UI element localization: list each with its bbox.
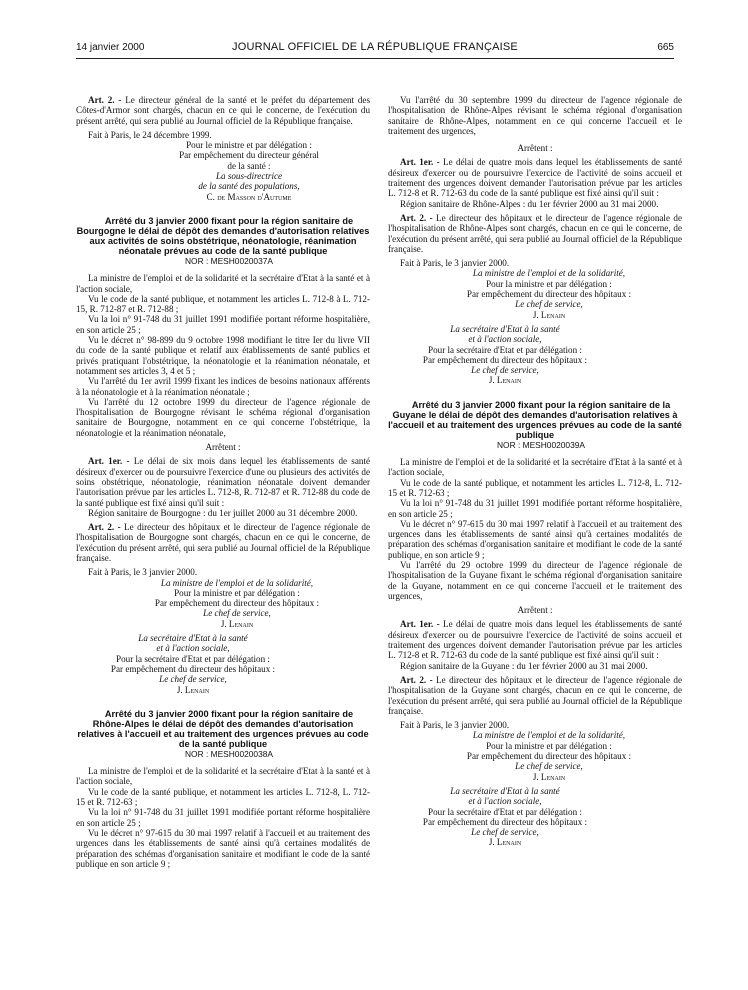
- arretent-heading: Arrêtent :: [205, 442, 241, 453]
- arrete-title: Arrêté du 3 janvier 2000 fixant pour la région sanitaire de Rhône-Alpes le délai de dépôt des demandes d'autorisation relatives à l'accueil et au traitement des urgences prévues au code de la santé publique: [77, 708, 369, 749]
- article-paragraph: Art. 2. - Le directeur général de la santé et le préfet du département des Côtes-d'Armor sont chargés, chacun en ce qui le concerne, de l'exécution du présent arrêté, qui sera publié au Journal officiel de la République française.: [76, 95, 371, 126]
- fait-line: Fait à Paris, le 24 décembre 1999.: [88, 129, 212, 140]
- left-column: [76, 95, 370, 869]
- fait-line: Fait à Paris, le 3 janvier 2000.: [400, 720, 510, 731]
- body-paragraph: Vu l'arrêté du 30 septembre 1999 du directeur de l'agence régionale de l'hospitalisation de Rhône-Alpes révisant le schéma régional d'organisation sanitaire de Rhône-Alpes, notamment en ce qui concerne l'accueil et le traitement des urgences,: [388, 95, 682, 136]
- body-paragraph: La ministre de l'emploi et de la solidarité et la secrétaire d'Etat à la santé et à l'action sociale,: [76, 273, 370, 294]
- body-paragraph: Vu le code de la santé publique, et notamment les articles L. 712-8, L. 712-15 et R. 712-63 ;: [76, 786, 370, 808]
- arretent-heading: Arrêtent :: [517, 143, 553, 154]
- article-paragraph: Art. 1er. - Le délai de quatre mois dans lequel les établissements de santé désireux d'exercer ou de poursuivre l'exercice de l'activité de soins accueil et traitement des urgences doivent demander l'autorisation prévue par les articles L. 712-8 et R. 712-63 du code de la santé publique est fixé ainsi qu'il suit :: [388, 619, 682, 661]
- article-paragraph: Art. 1er. - Le délai de quatre mois dans lequel les établissements de santé désireux d'exercer ou de poursuivre l'exercice de l'activité de soins accueil et traitement des urgences doivent demander l'autorisation prévue par les articles L. 712-8 et R. 712-63 du code de la santé publique est fixé ainsi qu'il suit :: [388, 157, 682, 199]
- fait-line: Fait à Paris, le 3 janvier 2000.: [88, 567, 198, 578]
- region-line: Région sanitaire de Rhône-Alpes : du 1er février 2000 au 31 mai 2000.: [400, 198, 659, 209]
- page-header: [76, 40, 674, 56]
- signature-block: La ministre de l'emploi et de la solidarité, Pour la ministre et par délégation : Par empêchement du directeur des hôpitaux : Le chef de service, J. Lenain: [466, 730, 632, 782]
- body-paragraph: Vu la loi n° 91-748 du 31 juillet 1991 modifiée portant réforme hospitalière, en son article 25 ;: [388, 498, 682, 519]
- signature-block: La secrétaire d'Etat à la santé et à l'action sociale, Pour la secrétaire d'Etat et par délégation : Par empêchement du directeur des hôpitaux : Le chef de service, J. Lenain: [422, 323, 588, 386]
- arrete-title: Arrêté du 3 janvier 2000 fixant pour la région sanitaire de la Guyane le délai de dépôt des demandes d'autorisation relatives à l'accueil et au traitement des urgences prévues au code de la santé publique: [388, 399, 682, 440]
- body-paragraph: Vu l'arrêté du 1er avril 1999 fixant les indices de besoins nationaux afférents à la néonatologie et à la réanimation néonatale ;: [76, 376, 370, 397]
- region-line: Région sanitaire de la Guyane : du 1er février 2000 au 31 mai 2000.: [400, 660, 648, 671]
- body-paragraph: Vu la loi n° 91-748 du 31 juillet 1991 modifiée portant réforme hospitalière en son article 25 ;: [76, 807, 370, 828]
- region-line: Région sanitaire de Bourgogne : du 1er juillet 2000 au 31 décembre 2000.: [88, 507, 358, 518]
- body-paragraph: Vu le décret n° 97-615 du 30 mai 1997 relatif à l'accueil et au traitement des urgences dans les établissements de santé ainsi qu'à certaines modalités de préparation des schémas d'organisation sanitaire et modifiant le code de la santé publique, en son article 9 ;: [388, 518, 682, 560]
- signature-block: La secrétaire d'Etat à la santé et à l'action sociale, Pour la secrétaire d'Etat et par délégation : Par empêchement du directeur des hôpitaux : Le chef de service, J. Lenain: [110, 633, 276, 695]
- signature-block: La ministre de l'emploi et de la solidarité, Pour la ministre et par délégation : Par empêchement du directeur des hôpitaux : Le chef de service, J. Lenain: [154, 577, 320, 629]
- article-paragraph: Art. 1er. - Le délai de six mois dans lequel les établissements de santé désireux d'exercer ou de poursuivre l'exercice d'une ou plusieurs des activités de soins obstétrique, néonatologie, réanimation néonatale doivent demander l'autorisation prévue par les articles L. 712-8, R. 712-87 et R. 712-88 du code de la santé publique est fixé ainsi qu'il suit :: [76, 456, 370, 508]
- header-rule: [76, 58, 674, 59]
- body-paragraph: La ministre de l'emploi et de la solidarité et la secrétaire d'Etat à la santé et à l'action sociale,: [76, 766, 370, 787]
- body-paragraph: La ministre de l'emploi et de la solidarité et la secrétaire d'Etat à la santé et à l'action sociale,: [388, 457, 682, 478]
- signature-block: Pour le ministre et par délégation : Par empêchement du directeur général de la santé : La sous-directrice de la santé des populations, C. de Masson d'Autume: [179, 140, 319, 202]
- article-paragraph: Art. 2. - Le directeur des hôpitaux et le directeur de l'agence régionale de l'hospitalisation de Bourgogne sont chargés, chacun en ce qui le concerne, de l'exécution du présent arrêté, qui sera publié au Journal officiel de la République française.: [76, 522, 370, 563]
- fait-line: Fait à Paris, le 3 janvier 2000.: [400, 258, 510, 269]
- right-column: [388, 95, 682, 848]
- signature-block: La secrétaire d'Etat à la santé et à l'action sociale, Pour la secrétaire d'Etat et par délégation : Par empêchement du directeur des hôpitaux : Le chef de service, J. Lenain: [422, 785, 588, 848]
- body-paragraph: Vu le code de la santé publique, et notamment les articles L. 712-8, L. 712-15 et R. 712-63 ;: [388, 477, 682, 498]
- article-paragraph: Art. 2. - Le directeur des hôpitaux et le directeur de l'agence régionale de l'hospitalisation de Rhône-Alpes sont chargés, chacun en ce qui le concerne, de l'exécution du présent arrêté, qui sera publié au Journal officiel de la République française.: [388, 212, 682, 254]
- body-paragraph: Vu le décret n° 97-615 du 30 mai 1997 relatif à l'accueil et au traitement des urgences dans les établissements de santé ainsi qu'à certaines modalités de préparation des schémas d'organisation sanitaire et modifiant le code de la santé publique en son article 9 ;: [76, 827, 370, 869]
- arretent-heading: Arrêtent :: [517, 605, 553, 616]
- nor-reference: NOR : MESH0020038A: [185, 748, 273, 759]
- header-date: 14 janvier 2000: [76, 42, 145, 53]
- body-paragraph: Vu le code de la santé publique, et notamment les articles L. 712-8 à L. 712-15, R. 712-87 et R. 712-88 ;: [76, 293, 370, 315]
- signature-block: La ministre de l'emploi et de la solidarité, Pour la ministre et par délégation : Par empêchement du directeur des hôpitaux : Le chef de service, J. Lenain: [466, 268, 632, 320]
- header-page-number: 665: [657, 42, 674, 53]
- article-paragraph: Art. 2. - Le directeur des hôpitaux et le directeur de l'agence régionale de l'hospitalisation de la Guyane sont chargés, chacun en ce qui le concerne, de l'exécution du présent arrêté, qui sera publié au Journal officiel de la République française.: [388, 674, 682, 716]
- body-paragraph: Vu l'arrêté du 29 octobre 1999 du directeur de l'agence régionale de l'hospitalisation de la Guyane fixant le schéma régional d'organisation sanitaire de la Guyane, notamment en ce qui concerne l'accueil et le traitement des urgences,: [388, 559, 682, 601]
- body-paragraph: Vu le décret n° 98-899 du 9 octobre 1998 modifiant le titre Ier du livre VII du code de la santé publique et relatif aux établissements de santé publics et privés pratiquant l'obstétrique, la néonatologie et la réanimation néonatale, et notamment ses articles 3, 4 et 5 ;: [76, 335, 370, 376]
- header-journal-title: JOURNAL OFFICIEL DE LA RÉPUBLIQUE FRANÇAISE: [232, 41, 518, 53]
- arrete-title: Arrêté du 3 janvier 2000 fixant pour la région sanitaire de Bourgogne le délai de dépôt des demandes d'autorisation relatives aux activités de soins obstétrique, néonatologie, réanimation néonatale prévues au code de la santé publique: [76, 215, 370, 256]
- nor-reference: NOR : MESH0020039A: [497, 439, 585, 450]
- body-paragraph: Vu la loi n° 91-748 du 31 juillet 1991 modifiée portant réforme hospitalière, en son article 25 ;: [76, 314, 370, 335]
- body-paragraph: Vu l'arrêté du 12 octobre 1999 du directeur de l'agence régionale de l'hospitalisation de Bourgogne révisant le schéma régional d'organisation sanitaire de Bourgogne, notamment en ce qui concerne l'obstétrique, la néonatologie et la réanimation néonatale,: [76, 396, 370, 438]
- nor-reference: NOR : MESH0020037A: [185, 255, 273, 266]
